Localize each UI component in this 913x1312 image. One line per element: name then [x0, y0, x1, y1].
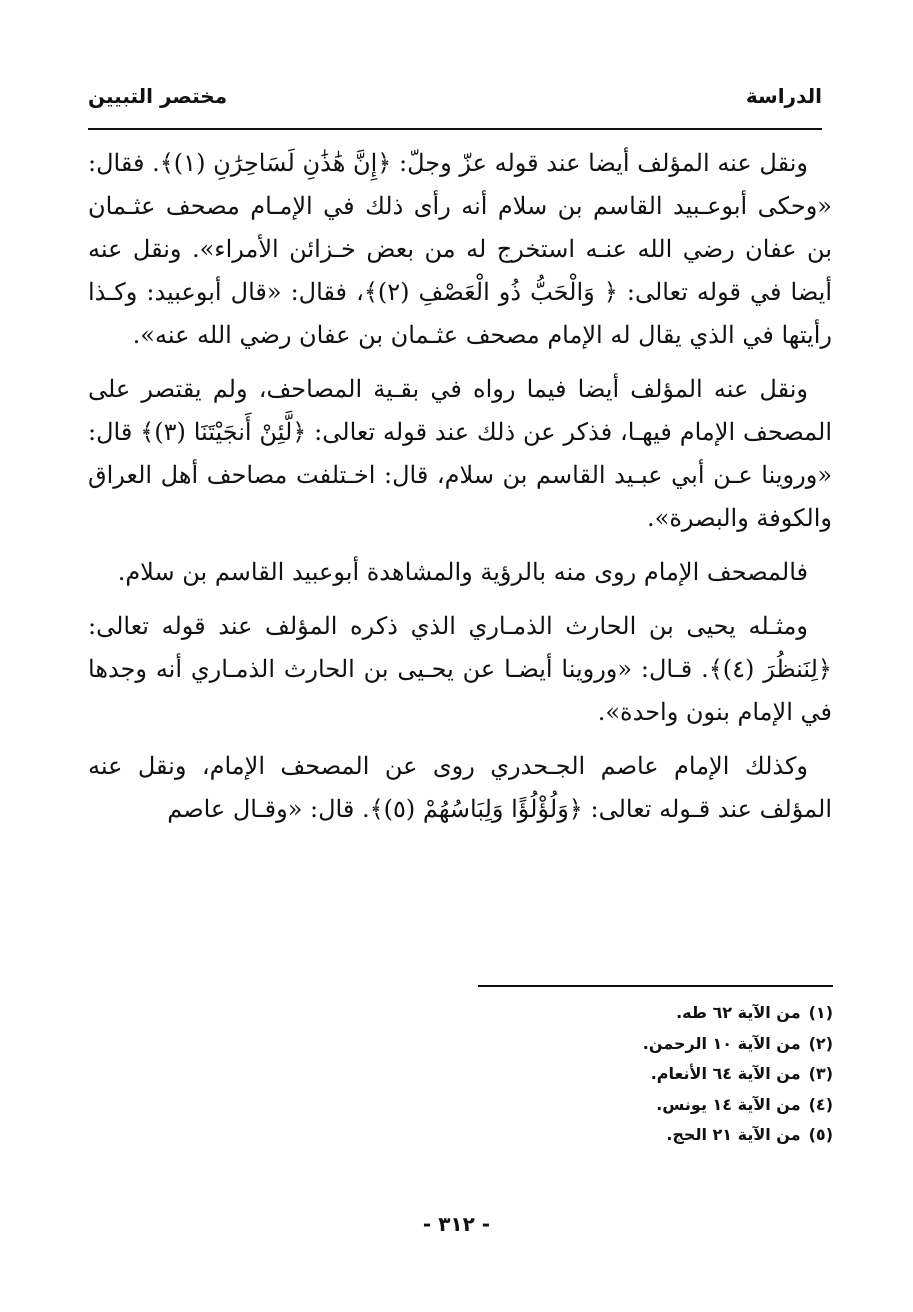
footnote-number: (٢): [808, 1033, 833, 1053]
footnote-1: [413, 998, 833, 1029]
paragraph-3: فالمصحف الإمام روى منه بالرؤية والمشاهدة أبوعبيد القاسم بن سلام.: [117, 558, 808, 586]
footnote-text: من الآية ٦٤ الأنعام.: [650, 1064, 801, 1083]
footnote-text: من الآية ٦٢ طه.: [676, 1003, 801, 1022]
footnote-3: [413, 1059, 833, 1090]
footnotes: [413, 998, 833, 1151]
book-title: مختصر التبيين: [88, 84, 228, 108]
footnote-2: [413, 1029, 833, 1060]
footnote-divider: [478, 985, 833, 987]
footnote-text: من الآية ١٠ الرحمن.: [642, 1033, 801, 1053]
footnote-text: من الآية ٢١ الحج.: [666, 1125, 801, 1144]
paragraph-5: وكذلك الإمام عاصم الجـحدري روى عن المصحف الإمام، ونقل عنه المؤلف عند قـوله تعالى: ﴿وَلُؤْلُؤًا وَلِبَاسُهُمْ (٥)﴾. قال: «وقـال عاصم: [88, 752, 832, 823]
section-title: الدراسة: [745, 84, 822, 108]
paragraph-4: ومثـله يحيى بن الحارث الذمـاري الذي ذكره المؤلف عند قوله تعالى: ﴿لِنَنظُرَ (٤)﴾. قـال: «وروينا أيضـا عن يحـيى بن الحارث الذمـاري أنه وجدها في الإمام بنون واحدة».: [88, 612, 832, 726]
footnote-number: (٣): [808, 1064, 833, 1083]
running-header: [88, 84, 822, 122]
footnote-4: [413, 1090, 833, 1121]
footnote-number: (٤): [808, 1094, 833, 1114]
paragraph-1: ونقل عنه المؤلف أيضا عند قوله عزّ وجلّ: ﴿إِنَّ هَٰذَٰنِ لَسَاحِرَٰنِ (١)﴾. فقال: «وحكى أبوعـبيد القاسم بن سلام أنه رأى ذلك في الإمـام مصحف عثـمان بن عفان رضي الله عنـه استخرج له من بعض خـزائن الأمراء». ونقل عنه أيضا في قوله تعالى: ﴿ وَالْحَبُّ ذُو الْعَصْفِ (٢)﴾، فقال: «قال أبوعبيد: وكـذا رأيتها في الذي يقال له الإمام مصحف عثـمان بن عفان رضي الله عنه».: [88, 149, 832, 349]
footnote-number: (١): [808, 1003, 833, 1022]
header-divider: [88, 128, 822, 130]
footnote-text: من الآية ١٤ يونس.: [656, 1094, 801, 1114]
page-number: - ٣١٢ -: [422, 1212, 491, 1236]
paragraph-2: ونقل عنه المؤلف أيضا فيما رواه في بقـية المصاحف، ولم يقتصر على المصحف الإمام فيهـا، فذكر عن ذلك عند قوله تعالى: ﴿لَّئِنْ أَنجَيْتَنَا (٣)﴾ قال: «وروينا عـن أبي عبـيد القاسم بن سلام، قال: اخـتلفت مصاحف أهل العراق والكوفة والبصرة».: [88, 375, 832, 532]
footnote-5: [413, 1120, 833, 1151]
footnote-number: (٥): [808, 1125, 833, 1144]
main-text: [88, 142, 832, 831]
